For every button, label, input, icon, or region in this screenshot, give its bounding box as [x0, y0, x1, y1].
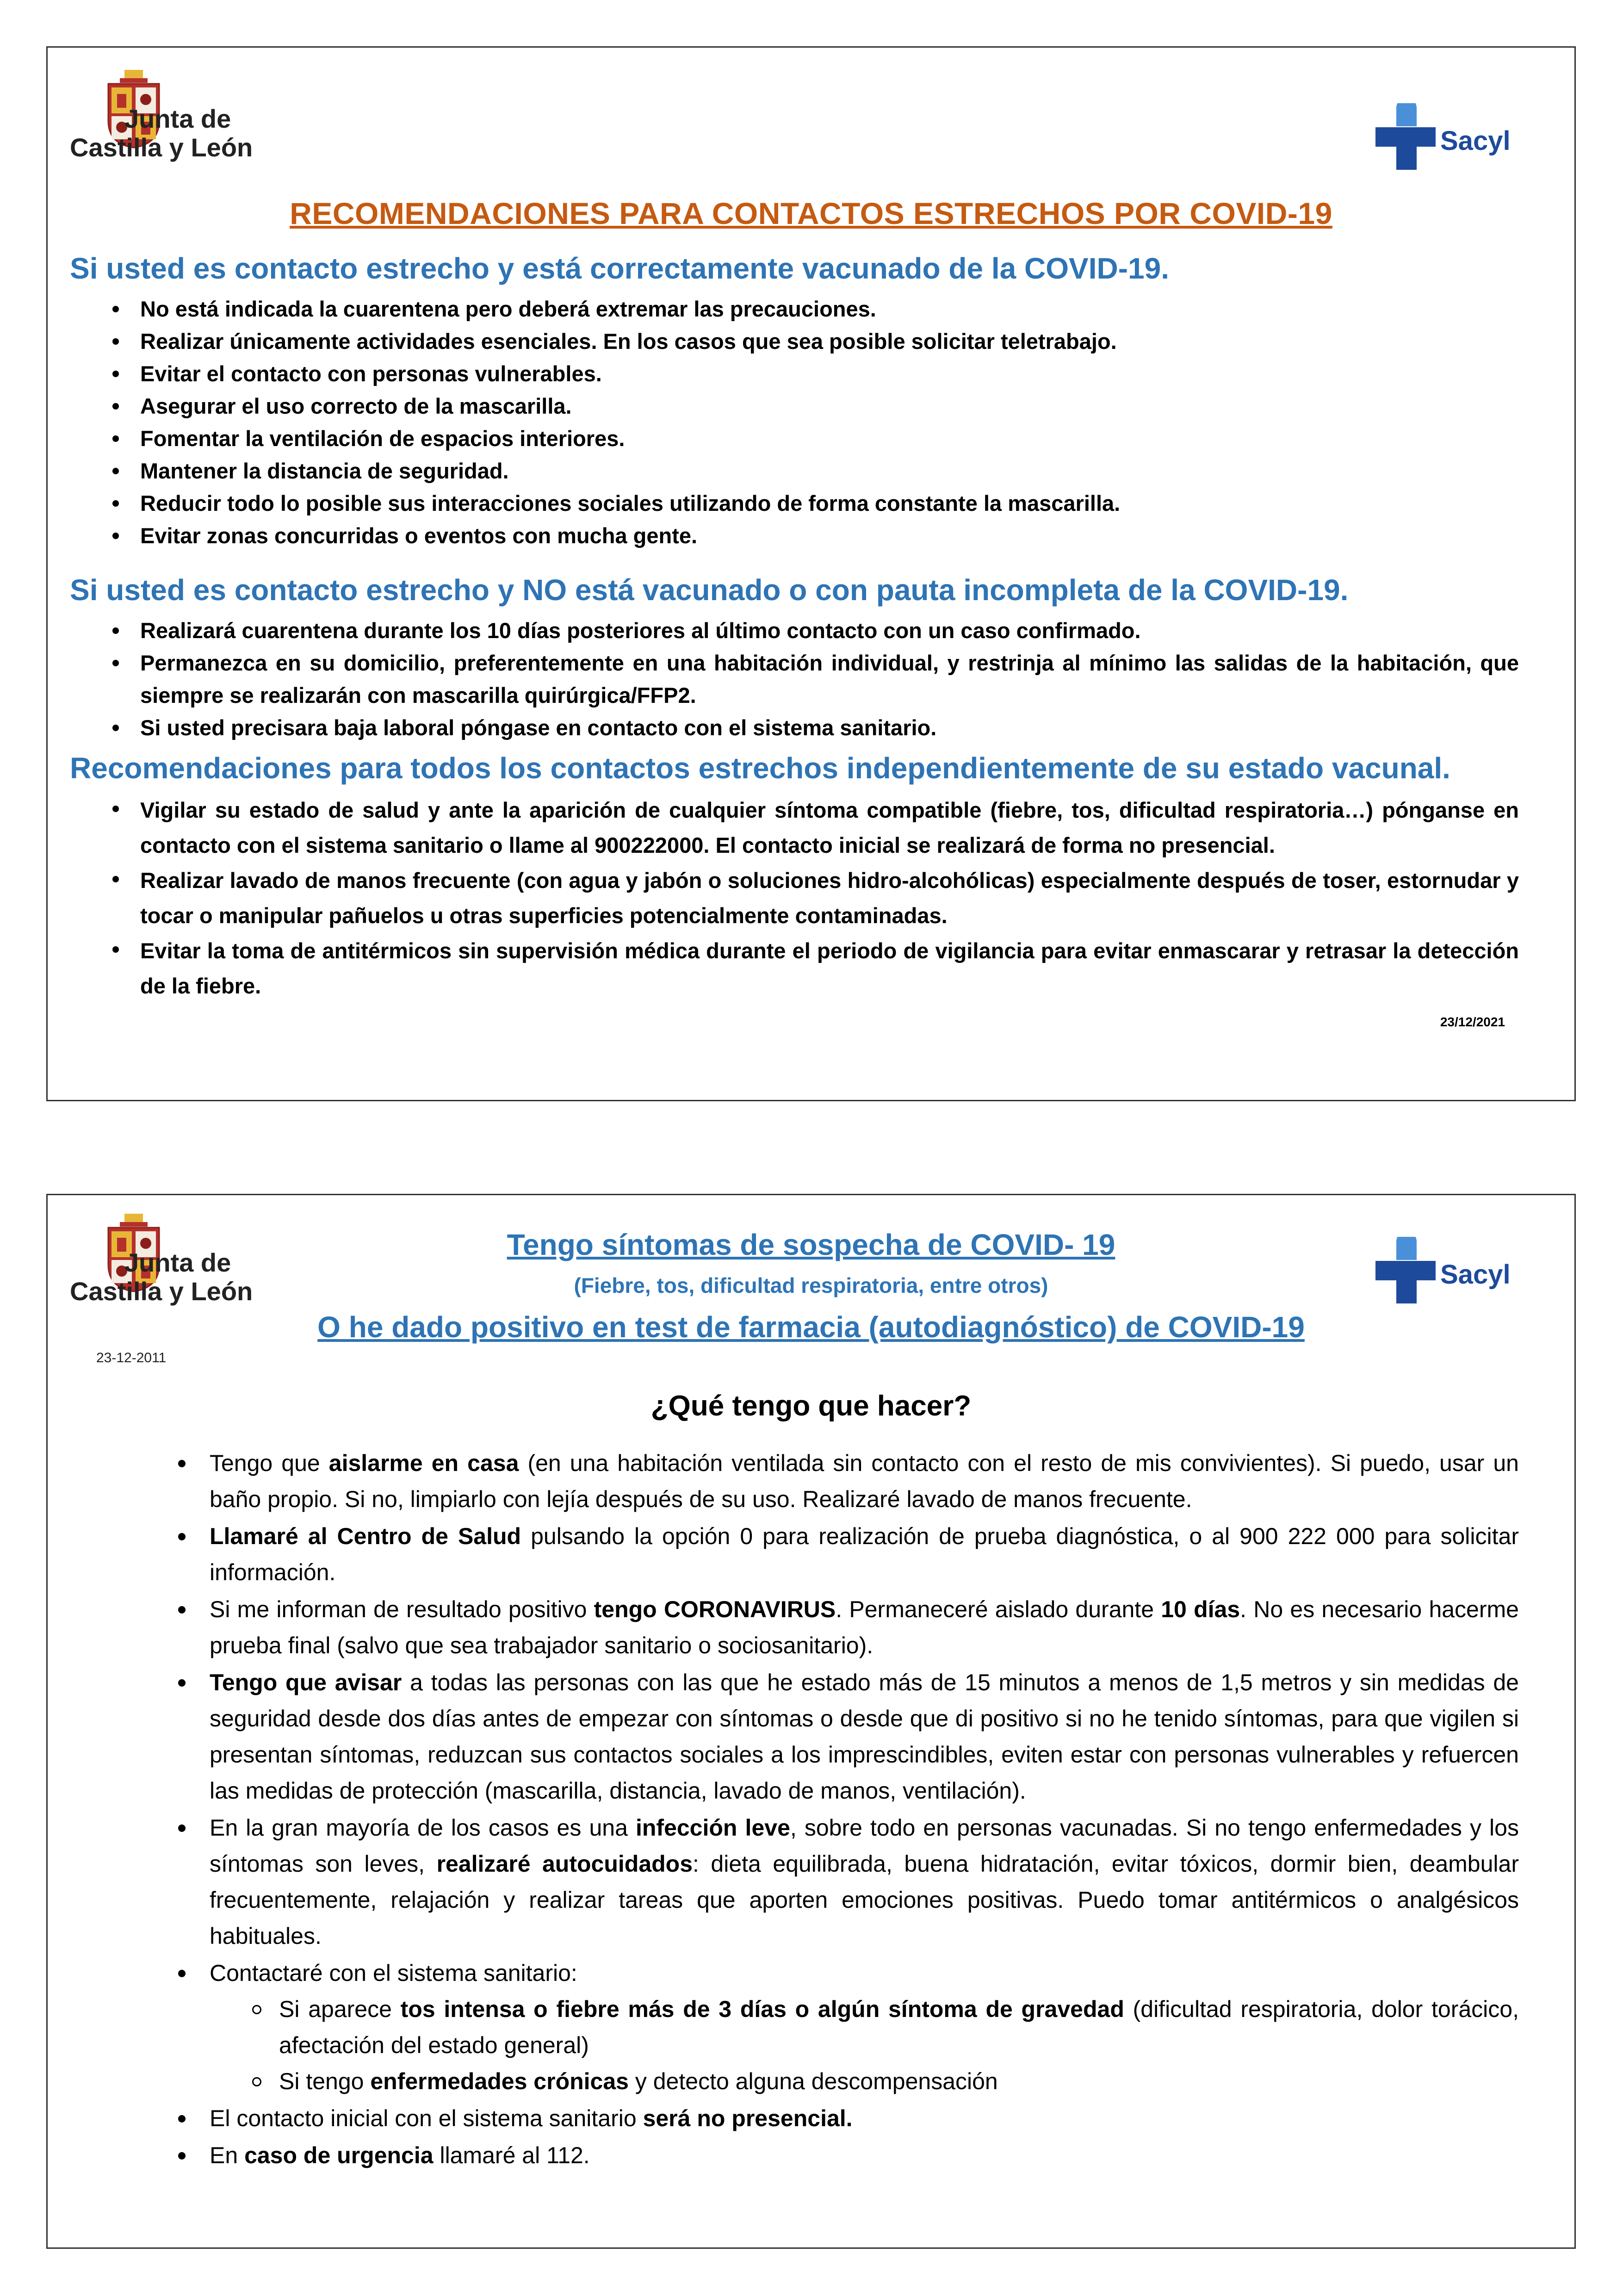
list-item: Contactaré con el sistema sanitario: Si aparece tos intensa o fiebre más de 3 días o algún síntoma de gravedad (dificultad respiratoria, dolor torácico, afectación del estado general) Si tengo enfermedades crónicas y detecto alguna descompensación	[186, 1955, 1519, 2099]
list-item: En caso de urgencia llamaré al 112.	[186, 2137, 1519, 2173]
covid-symptoms-panel	[46, 1194, 1576, 2249]
list-item: Asegurar el uso correcto de la mascarilla.	[117, 390, 1519, 422]
panel2-title-secondary: O he dado positivo en test de farmacia (autodiagnóstico) de COVID-19	[317, 1310, 1305, 1344]
list-item: Realizará cuarentena durante los 10 días posteriores al último contacto con un caso confirmado.	[117, 614, 1519, 647]
jcyl-logo-line1: Junta de	[124, 1248, 231, 1277]
sub-list-item: Si aparece tos intensa o fiebre más de 3 días o algún síntoma de gravedad (dificultad respiratoria, dolor torácico, afectación del estado general)	[256, 1991, 1519, 2063]
list-item: El contacto inicial con el sistema sanitario será no presencial.	[186, 2100, 1519, 2136]
list-item: Si usted precisara baja laboral póngase en contacto con el sistema sanitario.	[117, 712, 1519, 744]
list-item: Mantener la distancia de seguridad.	[117, 455, 1519, 487]
panel2-subtitle: (Fiebre, tos, dificultad respiratoria, entre otros)	[574, 1273, 1048, 1297]
all-contacts-recommendations-list	[117, 793, 1519, 1004]
sacyl-logo-text: Sacyl	[1440, 1260, 1511, 1290]
list-item: Evitar el contacto con personas vulnerables.	[117, 358, 1519, 390]
junta-castilla-leon-logo	[70, 70, 253, 181]
what-to-do-list	[186, 1445, 1519, 2174]
sacyl-cross-icon	[1371, 103, 1440, 173]
list-item: Evitar la toma de antitérmicos sin supervisión médica durante el periodo de vigilancia para evitar enmascarar y retrasar la detección de la fiebre.	[117, 933, 1519, 1004]
list-item: Realizar únicamente actividades esenciales. En los casos que sea posible solicitar teletrabajo.	[117, 325, 1519, 358]
panel2-title: Tengo síntomas de sospecha de COVID- 19	[507, 1228, 1115, 1261]
list-item: En la gran mayoría de los casos es una infección leve, sobre todo en personas vacunadas. Si no tengo enfermedades y los síntomas son leves, realizaré autocuidados: dieta equilibrada, buena hidratación, evitar tóxicos, dormir bien, deambular frecuentemente, relajación y realizar tareas que aporten emociones positivas. Puedo tomar antitérmicos o analgésicos habituales.	[186, 1810, 1519, 1954]
panel2-date: 23-12-2011	[96, 1350, 167, 1365]
list-item: Si me informan de resultado positivo tengo CORONAVIRUS. Permaneceré aislado durante 10 días. No es necesario hacerme prueba final (salvo que sea trabajador sanitario o sociosanitario).	[186, 1591, 1519, 1663]
list-item: Tengo que avisar a todas las personas con las que he estado más de 15 minutos a menos de 1,5 metros y sin medidas de seguridad desde dos días antes de empezar con síntomas o desde que di positivo si no he tenido síntomas, para que vigilen si presentan síntomas, reduzcan sus contactos sociales a los imprescindibles, eviten estar con personas vulnerables y refuercen las medidas de protección (mascarilla, distancia, lavado de manos, ventilación).	[186, 1664, 1519, 1809]
list-item: Fomentar la ventilación de espacios interiores.	[117, 422, 1519, 455]
list-item: Llamaré al Centro de Salud pulsando la opción 0 para realización de prueba diagnóstica, o al 900 222 000 para solicitar información.	[186, 1518, 1519, 1590]
panel2-question: ¿Qué tengo que hacer?	[650, 1390, 972, 1422]
covid-contacts-panel	[46, 46, 1576, 1101]
document-date: 23/12/2021	[1440, 1015, 1505, 1029]
list-item: Evitar zonas concurridas o eventos con mucha gente.	[117, 520, 1519, 552]
list-item: No está indicada la cuarentena pero deberá extremar las precauciones.	[117, 293, 1519, 325]
jcyl-logo-line2: Castilla y León	[70, 133, 253, 162]
vaccinated-recommendations-list	[117, 293, 1519, 552]
contact-conditions-sublist	[210, 1991, 1519, 2099]
jcyl-logo-line1: Junta de	[124, 104, 231, 133]
unvaccinated-recommendations-list	[117, 614, 1519, 744]
list-item: Realizar lavado de manos frecuente (con agua y jabón o soluciones hidro-alcohólicas) especialmente después de toser, estornudar y tocar o manipular pañuelos u otras superficies potencialmente contaminadas.	[117, 863, 1519, 933]
panel1-title: RECOMENDACIONES PARA CONTACTOS ESTRECHOS POR COVID-19	[290, 196, 1332, 230]
list-item: Tengo que aislarme en casa (en una habitación ventilada sin contacto con el resto de mis convivientes). Si puedo, usar un baño propio. Si no, limpiarlo con lejía después de su uso. Realizaré lavado de manos frecuente.	[186, 1445, 1519, 1517]
section-unvaccinated-heading: Si usted es contacto estrecho y NO está vacunado o con pauta incompleta de la COVID-19.	[70, 573, 1349, 607]
section-all-contacts-heading: Recomendaciones para todos los contactos estrechos independientemente de su estado vacunal.	[70, 751, 1450, 785]
list-item: Permanezca en su domicilio, preferentemente en una habitación individual, y restrinja al mínimo las salidas de la habitación, que siempre se realizarán con mascarilla quirúrgica/FFP2.	[117, 647, 1519, 712]
section-vaccinated-heading: Si usted es contacto estrecho y está correctamente vacunado de la COVID-19.	[70, 252, 1169, 285]
sacyl-logo-text: Sacyl	[1440, 126, 1511, 156]
list-item: Reducir todo lo posible sus interacciones sociales utilizando de forma constante la mascarilla.	[117, 487, 1519, 520]
jcyl-logo-line2: Castilla y León	[70, 1277, 253, 1306]
sacyl-logo	[1371, 103, 1524, 177]
sub-list-item: Si tengo enfermedades crónicas y detecto alguna descompensación	[256, 2063, 1519, 2099]
list-item: Vigilar su estado de salud y ante la aparición de cualquier síntoma compatible (fiebre, tos, dificultad respiratoria…) pónganse en contacto con el sistema sanitario o llame al 900222000. El contacto inicial se realizará de forma no presencial.	[117, 793, 1519, 863]
